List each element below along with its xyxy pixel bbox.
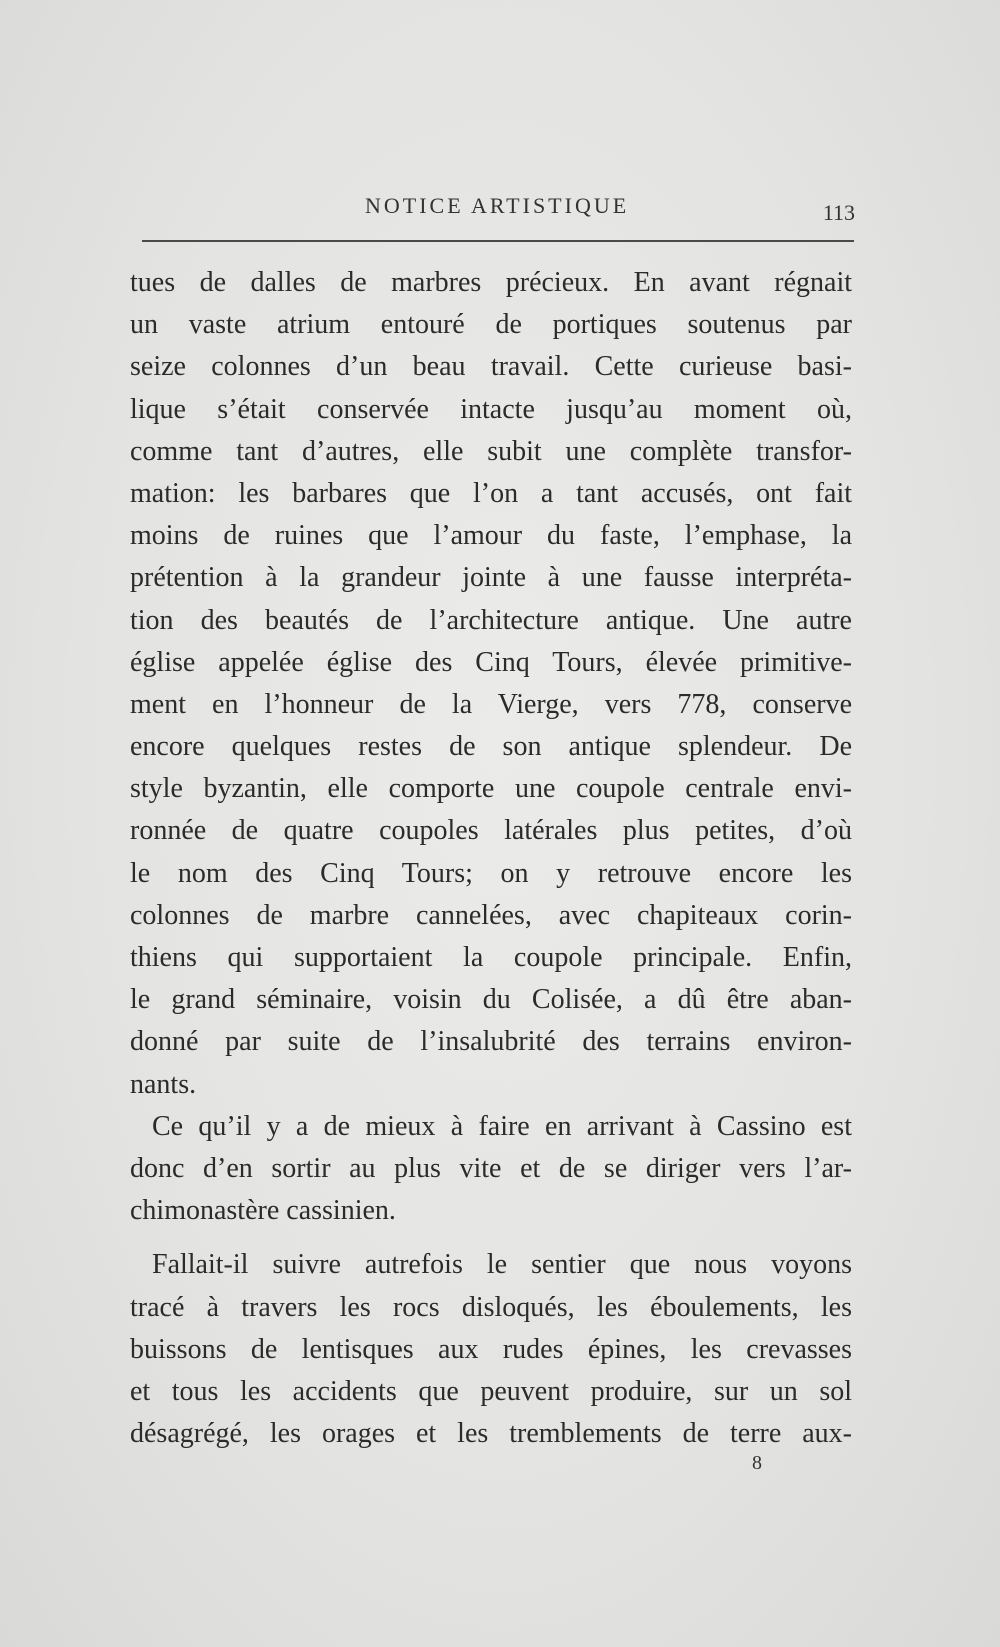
text-line: colonnes de marbre cannelées, avec chapiteaux corin-: [130, 899, 852, 931]
text-line: thiens qui supportaient la coupole principale. Enfin,: [130, 942, 852, 973]
text-line: église appelée église des Cinq Tours, élevée primitive-: [130, 646, 852, 678]
text-line: désagrégé, les orages et les tremblements de terre aux-: [130, 1418, 852, 1450]
text-line: et tous les accidents que peuvent produire, sur un sol: [130, 1375, 852, 1407]
text-line: le nom des Cinq Tours; on y retrouve encore les: [130, 857, 852, 889]
text-line: chimonastère cassinien.: [130, 1195, 396, 1227]
paragraph-1: [130, 262, 852, 1106]
text-line: donc d’en sortir au plus vite et de se diriger vers l’ar-: [130, 1152, 852, 1184]
text-line: tracé à travers les rocs disloqués, les éboulements, les: [130, 1291, 852, 1323]
text-line: mation: les barbares que l’on a tant accusés, ont fait: [130, 477, 852, 509]
text-line: Ce qu’il y a de mieux à faire en arrivant à Cassino est: [152, 1110, 852, 1142]
text-line: comme tant d’autres, elle subit une complète transfor-: [130, 435, 852, 467]
text-line: tion des beautés de l’architecture antique. Une autre: [130, 604, 852, 636]
text-line: ronnée de quatre coupoles latérales plus petites, d’où: [130, 815, 852, 847]
running-head: [140, 188, 855, 228]
paragraph-2: [130, 1106, 852, 1233]
signature-mark: 8: [752, 1452, 762, 1474]
paragraph-3: [130, 1244, 852, 1455]
header-rule: [142, 240, 854, 242]
running-title: NOTICE ARTISTIQUE: [365, 193, 630, 218]
page-number: 113: [822, 200, 855, 225]
paragraph-gap: [130, 1232, 852, 1244]
text-line: un vaste atrium entouré de portiques soutenus par: [130, 309, 852, 341]
text-line: moins de ruines que l’amour du faste, l’emphase, la: [130, 520, 852, 552]
text-line: prétention à la grandeur jointe à une fausse interpréta-: [130, 562, 852, 594]
text-line: nants.: [130, 1068, 197, 1100]
text-line: buissons de lentisques aux rudes épines, les crevasses: [130, 1333, 852, 1365]
text-line: lique s’était conservée intacte jusqu’au moment où,: [130, 393, 852, 425]
text-line: le grand séminaire, voisin du Colisée, a dû être aban-: [130, 984, 852, 1016]
text-line: seize colonnes d’un beau travail. Cette curieuse basi-: [130, 351, 852, 383]
body-text: [130, 262, 852, 1455]
text-line: tues de dalles de marbres précieux. En avant régnait: [130, 267, 852, 298]
text-line: ment en l’honneur de la Vierge, vers 778, conserve: [130, 688, 852, 720]
text-line: encore quelques restes de son antique splendeur. De: [130, 731, 852, 763]
text-line: donné par suite de l’insalubrité des terrains environ-: [130, 1026, 852, 1058]
text-line: style byzantin, elle comporte une coupole centrale envi-: [130, 773, 852, 805]
text-line: Fallait-il suivre autrefois le sentier que nous voyons: [152, 1249, 852, 1281]
